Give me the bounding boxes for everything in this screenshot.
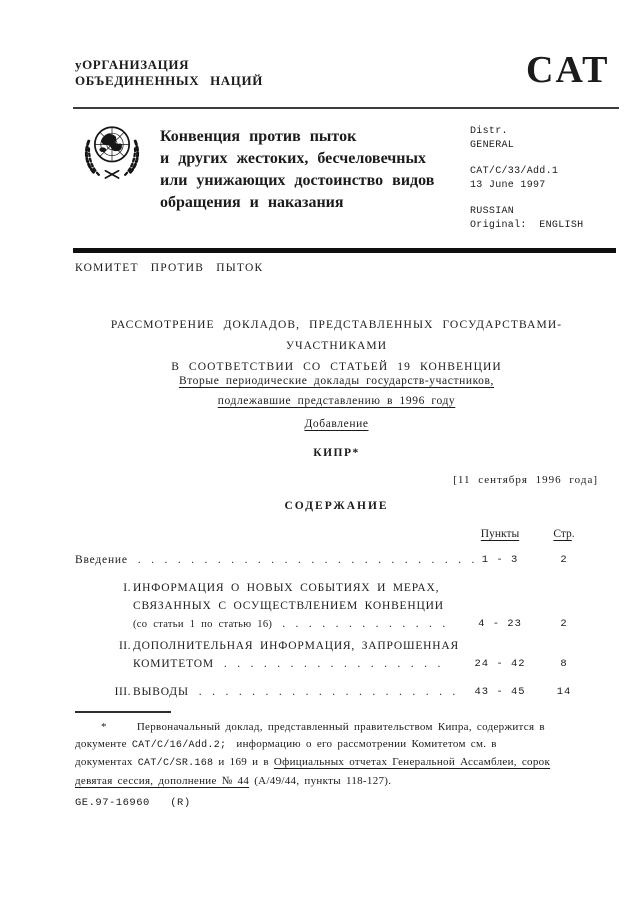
toc-numeral: III. [114,686,131,698]
un-emblem-icon [79,117,145,190]
toc-row-section-1 [75,579,620,634]
toc-numeral: I. [123,582,131,594]
column-paragraphs: Пункты [480,528,520,540]
toc-title-text: ИНФОРМАЦИЯ О НОВЫХ СОБЫТИЯХ И МЕРАХ, [133,582,440,594]
addendum-heading: Добавление [304,418,369,430]
contents-column-headers [75,528,615,544]
masthead-divider [73,248,616,253]
convention-title-line: обращения и наказания [160,194,344,211]
document-series-code: CAT [526,49,610,91]
org-name-line1: уОРГАНИЗАЦИЯ [75,57,190,72]
toc-row-section-3 [75,683,620,701]
original-language: Original: ENGLISH [470,219,584,231]
report-subtitle-line1: Вторые периодические доклады государств-участников, [178,375,495,387]
footnote-text: Первоначальный доклад, представленный правительством Кипра, содержится в [136,721,545,733]
contents-table [75,551,620,711]
toc-title-text: ДОПОЛНИТЕЛЬНАЯ ИНФОРМАЦИЯ, ЗАПРОШЕННАЯ [133,640,459,652]
toc-paragraph-range: 43 - 45 [474,686,526,698]
document-reference: CAT/C/16/Add.2; [131,740,227,752]
report-title [75,315,598,378]
convention-title [160,126,434,214]
toc-title-text: Введение [75,554,128,566]
toc-title-text: ВЫВОДЫ [133,686,189,698]
dot-leader: . . . . . . . . . . . . . [282,618,447,630]
distribution-block [470,125,583,232]
org-name-line2: ОБЪЕДИНЕННЫХ НАЦИЙ [75,73,263,88]
toc-paragraph-range: 4 - 23 [478,618,522,630]
distr-label: Distr. [470,126,508,137]
dot-leader: . . . . . . . . . . . . . . . . . [223,658,442,670]
document-language: RUSSIAN [470,206,515,217]
document-id-footer: GE.97-16960 (R) [75,797,191,809]
toc-row-section-2 [75,637,620,673]
document-date: 13 June 1997 [470,179,546,191]
convention-title-line: или унижающих достоинство видов [160,172,435,189]
toc-page-number: 8 [560,658,568,670]
toc-page-number: 2 [560,618,568,630]
toc-paragraph-range: 24 - 42 [474,658,526,670]
dot-leader: . . . . . . . . . . . . . . . . . . . . [198,686,457,698]
toc-title-text: СВЯЗАННЫХ С ОСУЩЕСТВЛЕНИЕМ КОНВЕНЦИИ [133,600,444,612]
convention-title-line: Конвенция против пыток [160,128,357,145]
footnote-marker: * [101,721,107,733]
document-reference: CAT/C/SR.168 [137,758,214,770]
report-title-line2: В СООТВЕТСТВИИ СО СТАТЬЕЙ 19 КОНВЕНЦИИ [171,361,502,373]
document-symbol: CAT/C/33/Add.1 [470,166,559,177]
toc-row-introduction [75,551,620,569]
state-party-name: КИПР* [313,447,360,459]
report-title-line1: РАССМОТРЕНИЕ ДОКЛАДОВ, ПРЕДСТАВЛЕННЫХ ГОСУДАРСТВАМИ-УЧАСТНИКАМИ [110,319,563,352]
convention-title-line: и других жестоких, бесчеловечных [160,150,427,167]
toc-page-number: 2 [560,554,568,566]
report-subtitle-line2: подлежавшие представлению в 1996 году [217,395,456,407]
toc-page-number: 14 [556,686,572,698]
header-divider [73,107,619,109]
distr-value: GENERAL [470,139,515,151]
footnote: * Первоначальный доклад, представленный правительством Кипра, содержится в документе CAT/C/16/Add.2; информацию о его рассмотрении Комитетом см. в документах CAT/C/SR.168 и 169 и в Официальных отчетах Генеральной Ассамблеи, сорок девятая сессия, дополнение № 44 (A/49/44, пункты 118-127). [75,721,551,787]
column-page: Стр. [553,528,575,540]
report-subtitle [75,371,598,411]
footnote-divider [75,711,171,713]
contents-heading: СОДЕРЖАНИЕ [284,500,389,512]
toc-paragraph-range: 1 - 3 [481,554,519,566]
committee-heading: КОМИТЕТ ПРОТИВ ПЫТОК [75,262,264,274]
toc-title-text: КОМИТЕТОМ [133,658,214,670]
un-org-name [75,57,263,89]
received-date: [11 сентября 1996 года] [453,474,598,486]
official-records-reference: Официальных отчетах Генеральной Ассамблеи, сорок [273,756,551,769]
dot-leader: . . . . . . . . . . . . . . . . . . . . . . . . . . [137,554,476,566]
toc-numeral: II. [118,640,131,652]
toc-article-note: (со статьи 1 по статью 16) [133,619,273,630]
official-records-reference: девятая сессия, дополнение № 44 [75,774,250,787]
